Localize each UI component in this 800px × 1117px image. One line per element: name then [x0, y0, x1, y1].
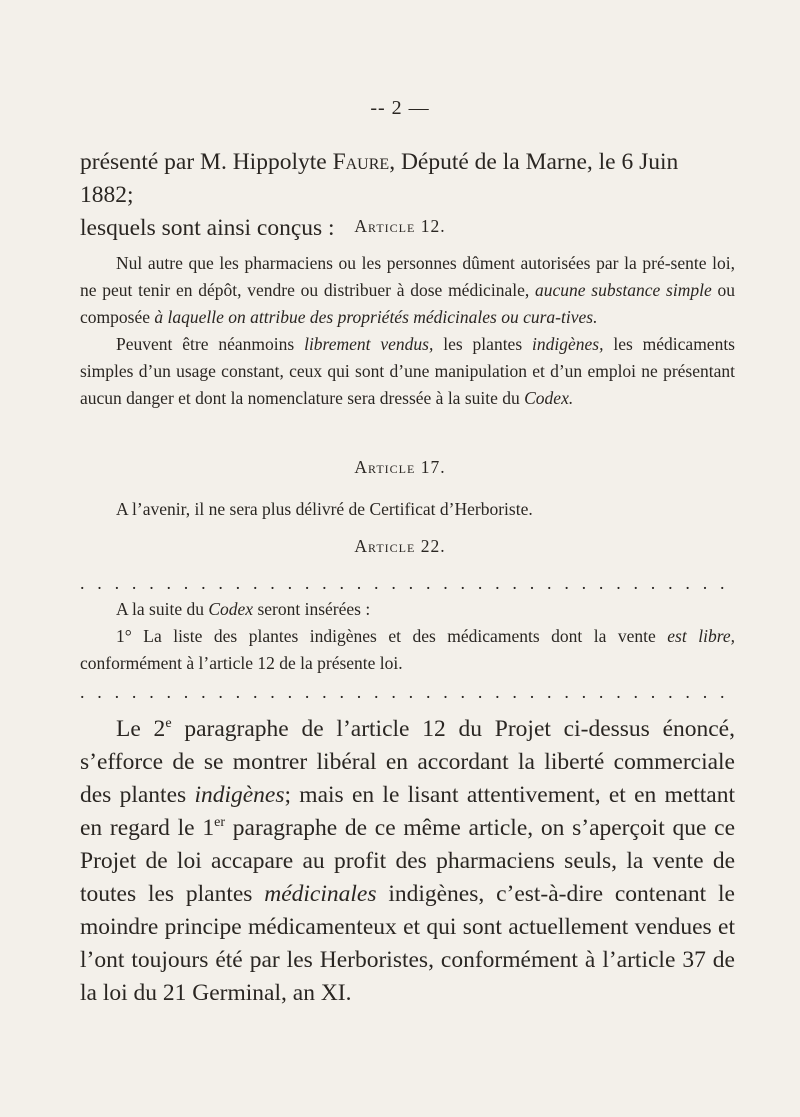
italic-run: Codex. [524, 388, 574, 408]
article-number: 22. [420, 536, 446, 556]
italic-run: est libre, [667, 626, 735, 646]
text-run: seront insérées : [253, 599, 371, 619]
article-22-text [80, 596, 735, 677]
article-12-paragraph-1 [80, 250, 735, 331]
article-22-line-1 [80, 596, 735, 623]
ellipsis-row-2: . . . . . . . . . . . . . . . . . . . . . . . . . . . . . . . . . . . . . . [80, 682, 725, 702]
commentary-paragraph [80, 713, 735, 1010]
text-run: paragraphe de ce même article, on s’aperçoit que ce Projet de loi accapare au profit des pharmaciens seuls, la vente de toutes les plantes [80, 815, 735, 907]
ellipsis-row-1: . . . . . . . . . . . . . . . . . . . . . . . . . . . . . . . . . . . . . . [80, 573, 725, 593]
intro-line-2: lesquels sont ainsi conçus : [80, 215, 335, 241]
article-22-line-2 [80, 623, 735, 650]
article-17-paragraph: A l’avenir, il ne sera plus délivré de Certificat d’Herboriste. [116, 499, 533, 519]
text-run: les plantes [433, 334, 533, 354]
text-run: paragraphe de l’article 12 du Projet ci-dessus énoncé, s’efforce de se montrer libéral en accordant la liberté commerciale des plantes [80, 716, 735, 808]
italic-run: à laquelle on attribue des propriétés médicinales ou cura-tives. [154, 307, 598, 327]
article-number: 17. [420, 457, 446, 477]
text-run: A la suite du [116, 599, 209, 619]
text-run: ou composée [80, 280, 735, 327]
article-17-text [80, 496, 735, 523]
article-label: Article [354, 216, 416, 236]
deputy-name: Faure [332, 149, 390, 175]
superscript: e [165, 715, 172, 732]
article-22-heading [0, 536, 800, 557]
text-run: indigènes, c’est-à-dire contenant le moindre principe médicamenteux et qui sont actuellement vendues et l’ont toujours été par les Herboristes, conformément à l’article 37 de la loi du 21 Germinal, an XI. [80, 881, 735, 1006]
intro-line-1 [80, 146, 735, 212]
text-run: Nul autre que les pharmaciens ou les personnes dûment autorisées par la pré-sente loi, ne peut tenir en dépôt, vendre ou distribuer à dose médicinale, [80, 253, 735, 300]
commentary-block [80, 713, 735, 1010]
italic-run: aucune substance simple [534, 280, 712, 300]
article-12-paragraph-2 [80, 331, 735, 412]
italic-run: librement vendus, [304, 334, 434, 354]
page-number: -- 2 — [370, 97, 430, 119]
article-22-line-3: conformément à l’article 12 de la présente loi. [80, 653, 403, 673]
text-run: ; mais en le lisant attentivement, et en mettant en regard le 1 [80, 782, 736, 841]
article-12-text [80, 250, 735, 412]
italic-run: indigènes [194, 782, 285, 808]
article-label: Article [354, 457, 416, 477]
article-12-heading [0, 216, 800, 237]
superscript: er [214, 814, 226, 831]
intro-text: présenté par M. Hippolyte [80, 149, 333, 175]
intro-text-end: , Député de la Marne, le 6 Juin 1882; [80, 149, 679, 208]
article-label: Article [354, 536, 416, 556]
text-run: 1° La liste des plantes indigènes et des médicaments dont la vente [116, 626, 668, 646]
text-run: Peuvent être néanmoins [116, 334, 305, 354]
italic-run: indigènes, [532, 334, 604, 354]
text-run: Le 2 [116, 716, 166, 742]
italic-run: Codex [208, 599, 254, 619]
article-17-heading [0, 457, 800, 478]
italic-run: médicinales [264, 881, 377, 907]
text-run: les médicaments simples d’un usage constant, ceux qui sont d’une manipulation et d’un emploi ne présentant aucun danger et dont la nomenclature sera dressée à la suite du [80, 334, 735, 408]
article-number: 12. [420, 216, 446, 236]
